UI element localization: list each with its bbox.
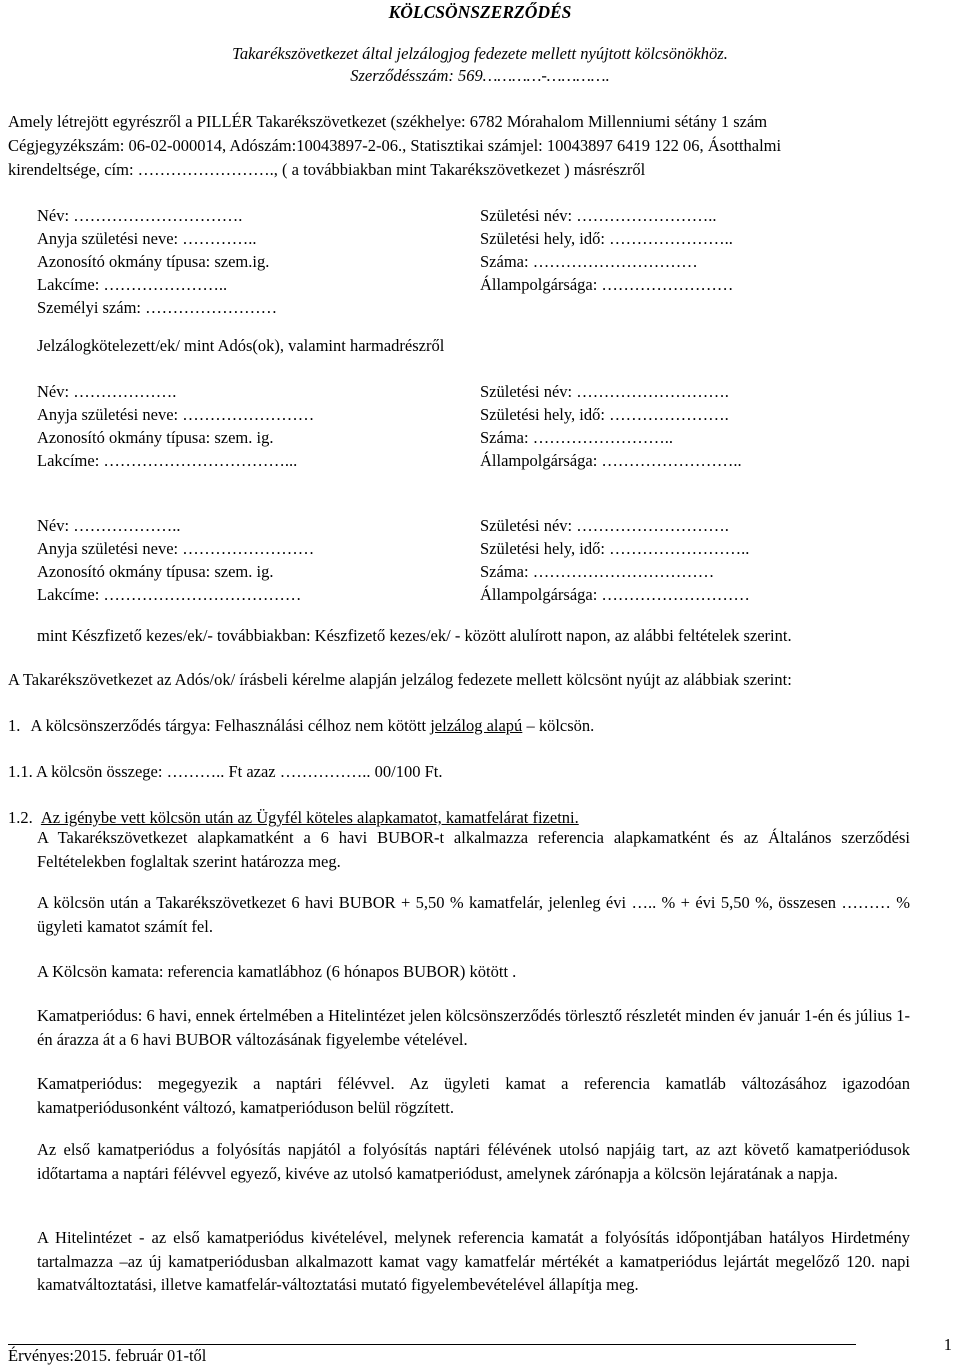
party1-citizenship: Állampolgársága: …………………… bbox=[480, 275, 734, 294]
guarantor-text: mint Készfizető kezes/ek/- továbbiakban: Készfizető kezes/ek/ - között alulírott napon, az alábbi feltételek szerint. bbox=[37, 626, 792, 645]
intro-line-3: kirendeltsége, cím: ……………………., ( a továbbiakban mint Takarékszövetkezet ) másrészről bbox=[8, 160, 646, 179]
contract-number: Szerződésszám: 569…………-…………. bbox=[350, 66, 610, 85]
party1-address: Lakcíme: ………………….. bbox=[37, 275, 228, 294]
party1-id-number: Száma: ………………………… bbox=[480, 252, 698, 271]
mortgagor-heading: Jelzálogkötelezett/ek/ mint Adós(ok), valamint harmadrészről bbox=[37, 336, 445, 355]
party2-mother-name: Anyja születési neve: …………………… bbox=[37, 405, 315, 424]
page-title: KÖLCSÖNSZERZŐDÉS bbox=[388, 2, 572, 22]
paragraph-interest-period: Kamatperiódus: 6 havi, ennek értelmében a Hitelintézet jelen kölcsönszerződés törlesztő részletét minden év január 1-én és július 1-én árazza át a 6 havi BUBOR változásának figyelembe vételével. bbox=[37, 1006, 910, 1049]
party1-name: Név: …………………………. bbox=[37, 206, 243, 225]
page-number: 1 bbox=[943, 1335, 952, 1354]
paragraph-first-period: Az első kamatperiódus a folyósítás napjától a folyósítás naptári félévének utolsó napjáig tart, az azt követő kamatperiódusok időtartama a naptári félévvel egyező, kivéve az utolsó kamatperiódust, amelynek zárónapja a kölcsön lejáratának a napja. bbox=[37, 1140, 910, 1183]
intro-line-2: Cégjegyzékszám: 06-02-000014, Adószám:10043897-2-06., Statisztikai számjel: 10043897 6419 122 06, Ásotthalmi bbox=[8, 136, 782, 155]
paragraph-period-halfyear: Kamatperiódus: megegyezik a naptári félévvel. Az ügyleti kamat a referencia kamatláb változásához igazodóan kamatperiódusonként változó, kamatperióduson belül rögzített. bbox=[37, 1074, 910, 1117]
party1-mother-name: Anyja születési neve: ………….. bbox=[37, 229, 257, 248]
footer-valid-from: Érvényes:2015. február 01-től bbox=[8, 1346, 207, 1365]
section-1-text: A kölcsönszerződés tárgya: Felhasználási célhoz nem kötött jelzálog alapú – kölcsön. bbox=[30, 716, 595, 735]
footer-divider bbox=[8, 1344, 856, 1345]
paragraph-bubor-base: A Takarékszövetkezet alapkamatként a 6 havi BUBOR-t alkalmazza referencia alapkamatként és az Általános szerződési Feltételekben foglaltak szerint határozza meg. bbox=[37, 828, 910, 871]
party3-name: Név: ……………….. bbox=[37, 516, 181, 535]
intro-line-1: Amely létrejött egyrészről a PILLÉR Takarékszövetkezet (székhelye: 6782 Mórahalom Millenniumi sétány 1 szám bbox=[8, 112, 768, 131]
party3-id-type: Azonosító okmány típusa: szem. ig. bbox=[37, 562, 274, 581]
paragraph-interest-reference: A Kölcsön kamata: referencia kamatlábhoz (6 hónapos BUBOR) kötött . bbox=[37, 962, 517, 981]
party2-id-number: Száma: …………………….. bbox=[480, 428, 673, 447]
party1-id-type: Azonosító okmány típusa: szem.ig. bbox=[37, 252, 270, 271]
section-1-2-number: 1.2. bbox=[8, 808, 33, 827]
paragraph-interest-total: A kölcsön után a Takarékszövetkezet 6 havi BUBOR + 5,50 % kamatfelár, jelenleg évi ….. % + évi 5,50 %, összesen ……… % ügyleti kamatot számít fel. bbox=[37, 893, 910, 936]
party2-birth-place-date: Születési hely, idő: …………………. bbox=[480, 405, 729, 424]
party3-address: Lakcíme: ……………………………… bbox=[37, 585, 302, 604]
party1-personal-number: Személyi szám: …………………… bbox=[37, 298, 278, 317]
party2-id-type: Azonosító okmány típusa: szem. ig. bbox=[37, 428, 274, 447]
party1-birth-name: Születési név: …………………….. bbox=[480, 206, 717, 225]
paragraph-institution-rate: A Hitelintézet - az első kamatperiódus kivételével, melynek referencia kamatát a folyósítás időpontjában hatályos Hirdetmény tartalmazza –az új kamatperiódusban alkalmazott kamat vagy kamatfelár mértékét a kamatperiódus lejártát megelőző 120. napi kamatváltoztatási, illetve kamatfelár-változtatási mutató figyelembevételével állapítja meg. bbox=[37, 1228, 910, 1295]
party2-name: Név: ………………. bbox=[37, 382, 177, 401]
party3-birth-place-date: Születési hely, idő: …………………….. bbox=[480, 539, 750, 558]
party2-address: Lakcíme: ……………………………... bbox=[37, 451, 298, 470]
page-subtitle: Takarékszövetkezet által jelzálogjog fedezete mellett nyújtott kölcsönökhöz. bbox=[232, 44, 728, 63]
party3-birth-name: Születési név: ………………………. bbox=[480, 516, 729, 535]
section-1-underlined: jelzálog alapú bbox=[430, 716, 523, 735]
party2-birth-name: Születési név: ………………………. bbox=[480, 382, 729, 401]
party2-citizenship: Állampolgársága: …………………….. bbox=[480, 451, 742, 470]
section-1-2-heading: Az igénybe vett kölcsön után az Ügyfél köteles alapkamatot, kamatfelárat fizetni. bbox=[40, 808, 579, 827]
party3-citizenship: Állampolgársága: ……………………… bbox=[480, 585, 750, 604]
section-1-1: 1.1. A kölcsön összege: ……….. Ft azaz …………….. 00/100 Ft. bbox=[8, 762, 443, 781]
section-1 bbox=[8, 714, 594, 737]
party1-birth-place-date: Születési hely, idő: ………………….. bbox=[480, 229, 733, 248]
party3-mother-name: Anyja születési neve: …………………… bbox=[37, 539, 315, 558]
section-1-number: 1. bbox=[8, 716, 21, 735]
loan-grant-text: A Takarékszövetkezet az Adós/ok/ írásbeli kérelme alapján jelzálog fedezete mellett kölcsönt nyújt az alábbiak szerint: bbox=[8, 670, 792, 689]
party3-id-number: Száma: …………………………… bbox=[480, 562, 715, 581]
